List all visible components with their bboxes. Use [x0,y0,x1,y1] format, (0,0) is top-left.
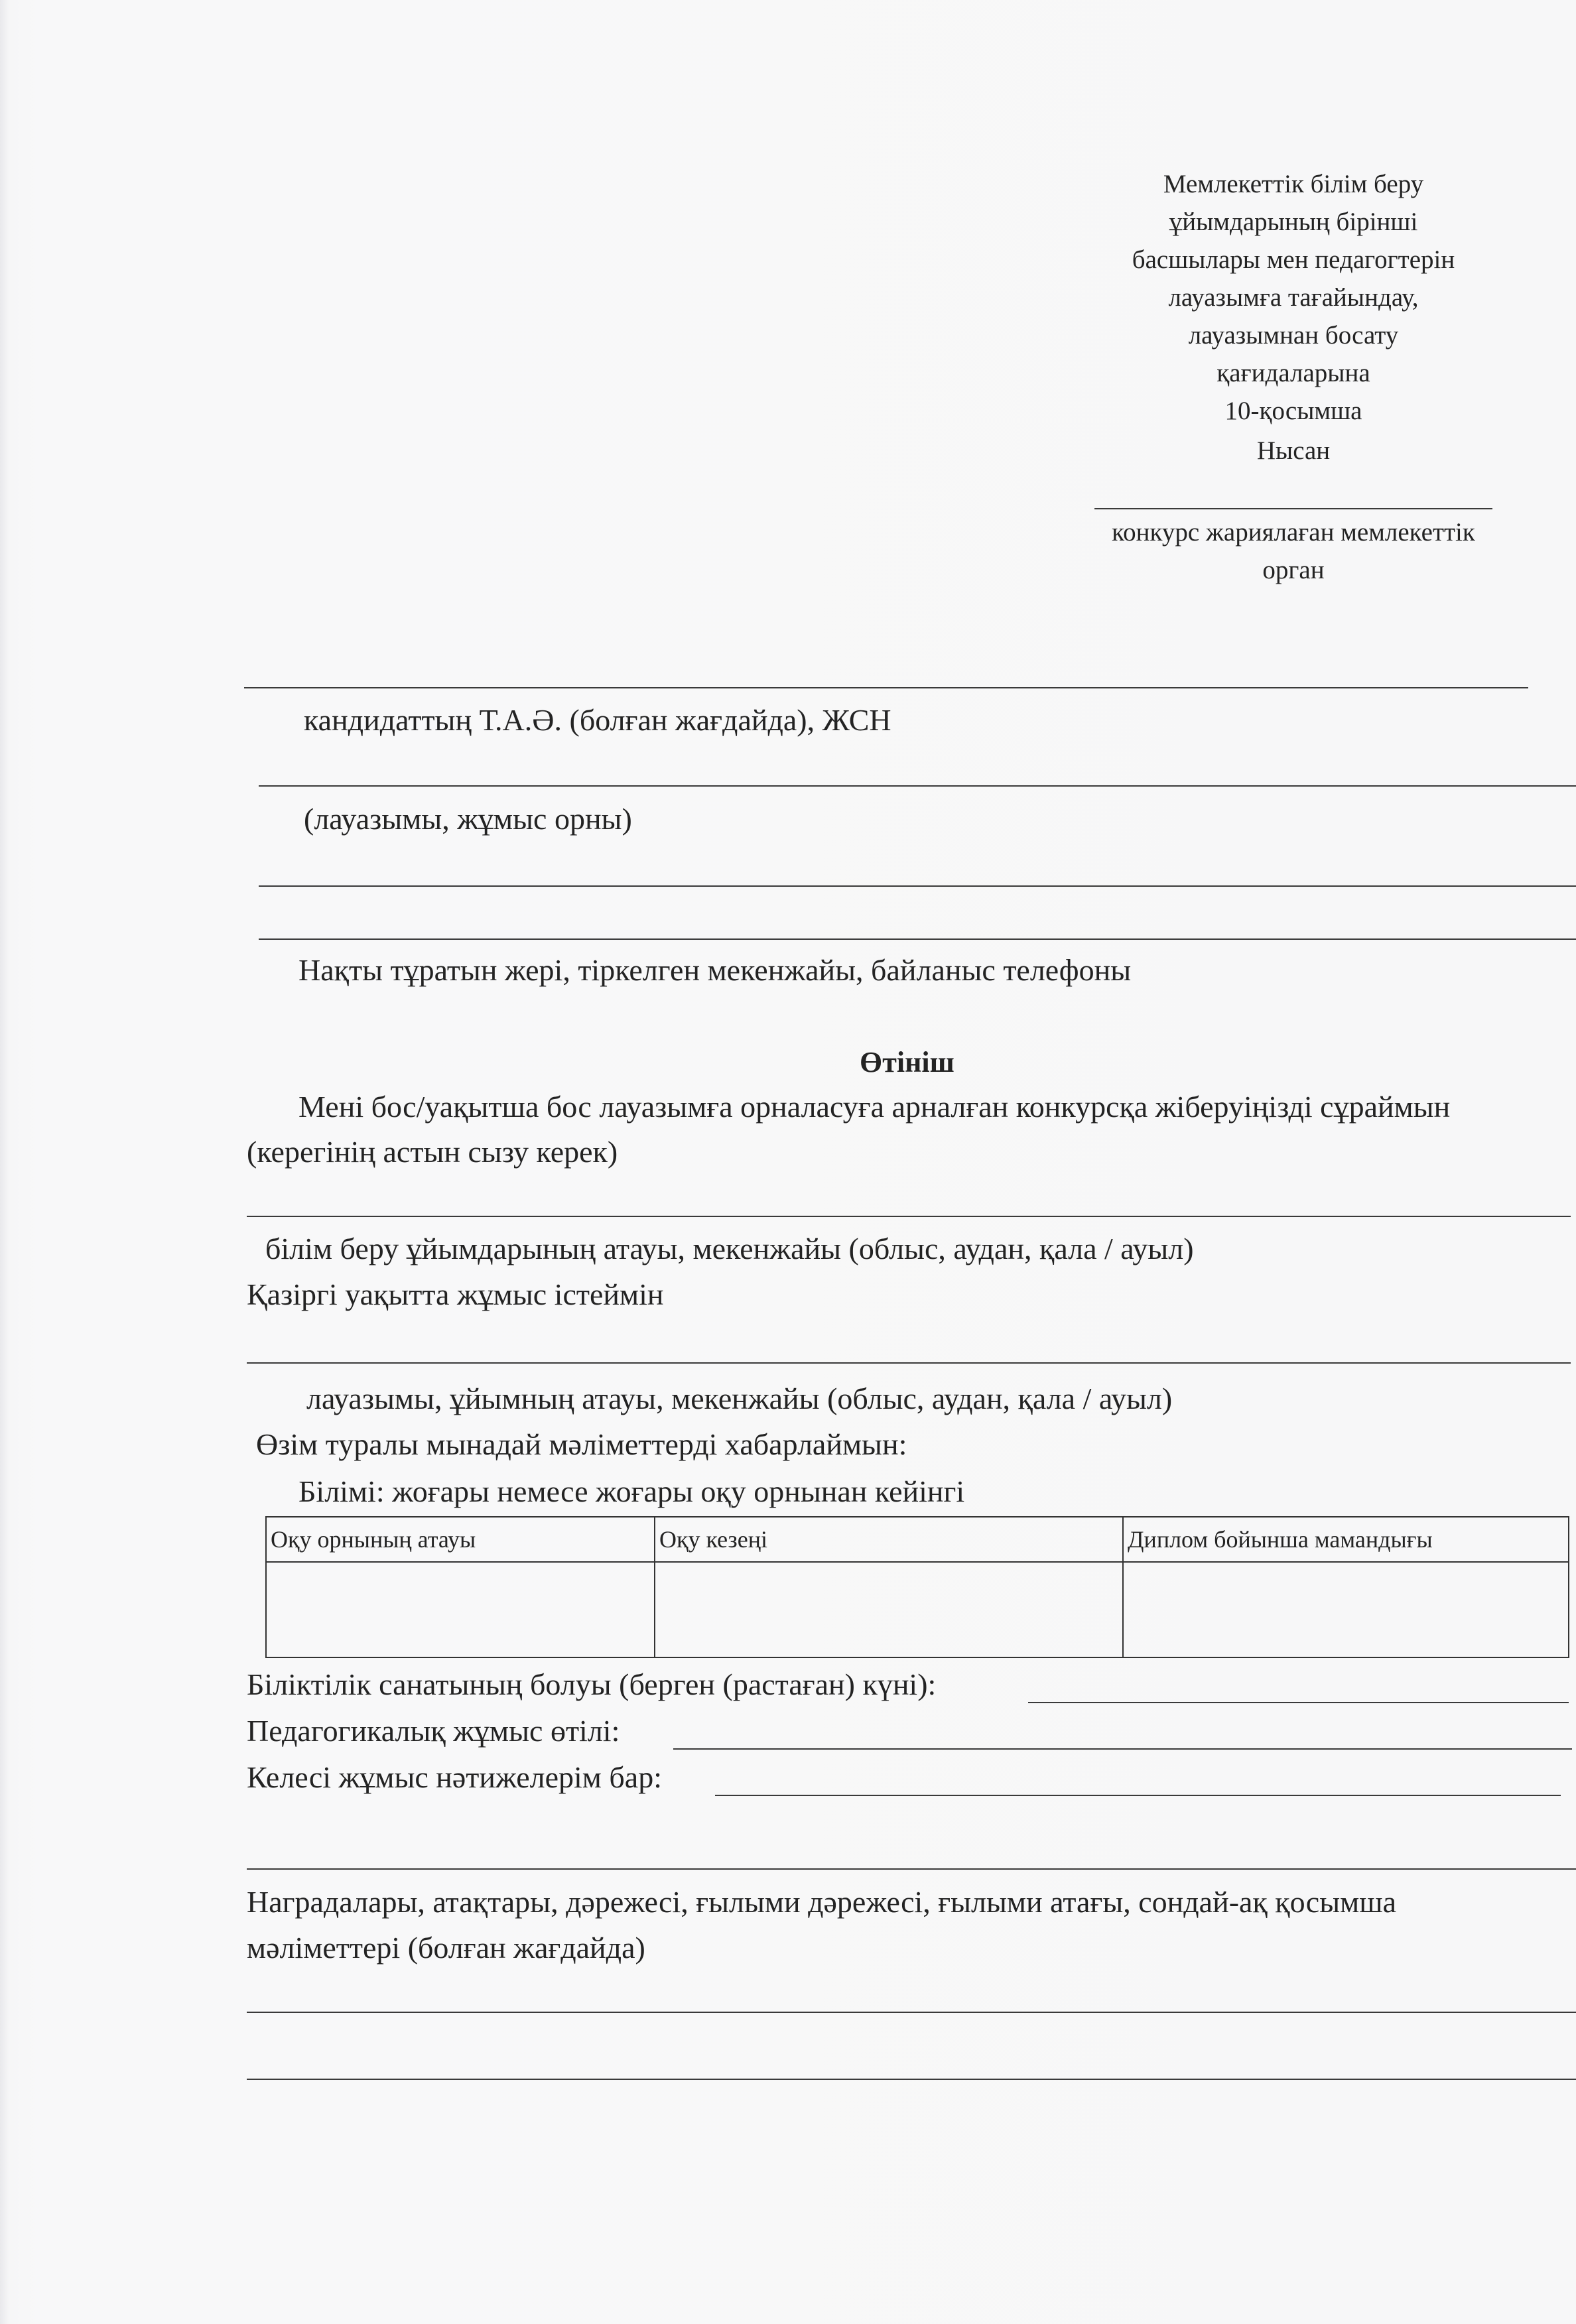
results-line-2[interactable] [247,1868,1576,1870]
awards-label: Наградалары, атақтары, дәрежесі, ғылыми дәрежесі, ғылыми атағы, сондай-ақ қосымша [247,1885,1397,1919]
table-cell-specialty[interactable] [1123,1562,1569,1657]
header-line: Мемлекеттік білім беру [1163,170,1424,198]
header-line: қағидаларына [1216,359,1370,387]
awards-line-2[interactable] [247,2079,1576,2080]
awards-line-1[interactable] [247,2012,1576,2013]
header-line: басшылары мен педагогтерін [1132,245,1455,274]
table-cell-period[interactable] [655,1562,1123,1657]
organization-line[interactable] [247,1216,1571,1217]
header-line: лауазымнан босату [1188,321,1399,350]
header-line: лауазымға тағайындау, [1168,283,1419,312]
application-title: Өтініш [860,1046,954,1078]
qualification-line[interactable] [1028,1702,1569,1703]
address-line-2[interactable] [259,938,1576,940]
qualification-label: Біліктілік санатының болуы (берген (растаған) күні): [247,1667,937,1701]
candidate-name-caption: кандидаттың Т.А.Ә. (болған жағдайда), ЖСН [304,703,891,737]
results-line[interactable] [715,1795,1561,1796]
education-table [265,1516,1569,1658]
position-line[interactable] [259,785,1576,787]
awards-label-cont: мәліметтері (болған жағдайда) [247,1931,645,1965]
table-header-cell: Диплом бойынша мамандығы [1123,1517,1569,1562]
education-label: Білімі: жоғары немесе жоғары оқу орнынан кейінгі [298,1474,965,1508]
address-caption: Нақты тұратын жері, тіркелген мекенжайы, байланыс телефоны [298,953,1132,987]
position-caption: (лауазымы, жұмыс орны) [304,802,632,836]
table-cell-institution[interactable] [266,1562,655,1657]
organization-caption: білім беру ұйымдарының атауы, мекенжайы (облыс, аудан, қала / ауыл) [265,1232,1194,1265]
current-job-caption: лауазымы, ұйымның атауы, мекенжайы (облыс, аудан, қала / ауыл) [306,1382,1173,1415]
table-row [266,1562,1569,1657]
experience-label: Педагогикалық жұмыс өтілі: [247,1714,620,1748]
address-line-1[interactable] [259,885,1576,887]
results-label: Келесі жұмыс нәтижелерім бар: [247,1760,662,1794]
table-header-cell: Оқу орнының атауы [266,1517,655,1562]
table-header-cell: Оқу кезеңі [655,1517,1123,1562]
table-header-row [266,1517,1569,1562]
organ-caption: орган [1262,556,1325,584]
header-line: 10-қосымша [1224,397,1362,425]
current-job-line[interactable] [247,1362,1571,1364]
header-line: Нысан [1256,436,1331,465]
experience-line[interactable] [673,1748,1572,1750]
request-text: Мені бос/уақытша бос лауазымға орналасуға арналған конкурсқа жіберуіңізді сұраймын [298,1090,1451,1124]
organ-fill-line[interactable] [1094,508,1492,509]
request-hint: (керегінің астын сызу керек) [247,1135,618,1169]
currently-working-label: Қазіргі уақытта жұмыс істеймін [247,1277,664,1311]
candidate-name-line[interactable] [244,687,1528,688]
organ-caption: конкурс жариялаған мемлекеттік [1112,518,1475,547]
about-me-label: Өзім туралы мынадай мәліметтерді хабарлаймын: [256,1427,907,1461]
header-line: ұйымдарының бірінші [1169,208,1418,236]
